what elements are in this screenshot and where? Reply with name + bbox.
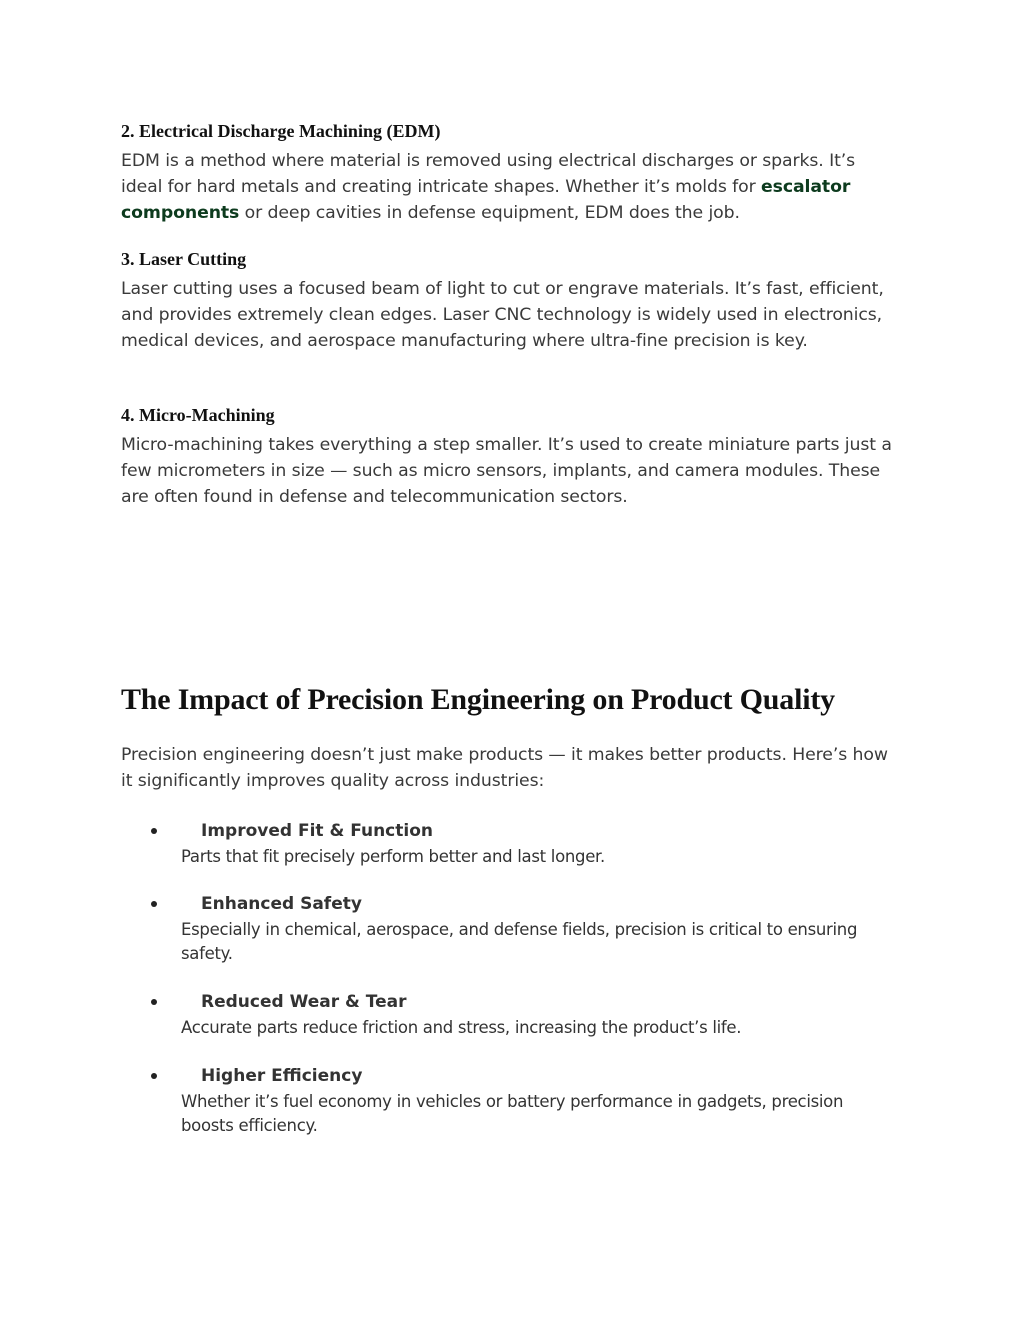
section-text: [121, 148, 901, 226]
section-micro-machining: [121, 404, 901, 510]
impact-intro-block: [121, 742, 901, 794]
impact-intro: Precision engineering doesn’t just make products — it makes better products. Here’s how it significantly improves quality across industries:: [121, 745, 888, 791]
list-item-title: Enhanced Safety: [201, 894, 362, 914]
list-item-title: Reduced Wear & Tear: [201, 992, 407, 1012]
list-item-desc: Parts that fit precisely perform better and last longer.: [181, 847, 605, 866]
section-text-start: EDM is a method where material is removed using electrical discharges or sparks. It’s ideal for hard metals and creating intricate shapes. Whether it’s molds for: [121, 151, 856, 197]
list-item-desc: Whether it’s fuel economy in vehicles or battery performance in gadgets, precision boosts efficiency.: [181, 1092, 844, 1135]
section-heading: 3. Laser Cutting: [121, 249, 247, 269]
impact-title: The Impact of Precision Engineering on Product Quality: [121, 683, 835, 716]
list-item-desc: Especially in chemical, aerospace, and defense fields, precision is critical to ensuring safety.: [181, 920, 858, 963]
list-item-title: Higher Efficiency: [201, 1066, 363, 1086]
impact-section: [121, 682, 901, 718]
escalator-components-link[interactable]: escalator components: [121, 177, 851, 223]
bullet-icon: [151, 901, 157, 907]
bullet-icon: [151, 1073, 157, 1079]
section-text-end: or deep cavities in defense equipment, EDM does the job.: [239, 203, 740, 223]
bullet-icon: [151, 828, 157, 834]
list-item-desc: Accurate parts reduce friction and stress, increasing the product’s life.: [181, 1018, 742, 1037]
bullet-icon: [151, 999, 157, 1005]
list-item-title: Improved Fit & Function: [201, 821, 433, 841]
section-laser-cutting: [121, 248, 901, 354]
section-heading: 2. Electrical Discharge Machining (EDM): [121, 121, 441, 141]
section-text: Laser cutting uses a focused beam of light to cut or engrave materials. It’s fast, efficient, and provides extremely clean edges. Laser CNC technology is widely used in electronics, medical devices, and aerospace manufacturing where ultra-fine precision is key.: [121, 279, 884, 351]
section-text: Micro-machining takes everything a step smaller. It’s used to create miniature parts just a few micrometers in size — such as micro sensors, implants, and camera modules. These are often found in defense and telecommunication sectors.: [121, 435, 892, 507]
section-heading: 4. Micro-Machining: [121, 405, 275, 425]
section-edm: [121, 120, 901, 226]
